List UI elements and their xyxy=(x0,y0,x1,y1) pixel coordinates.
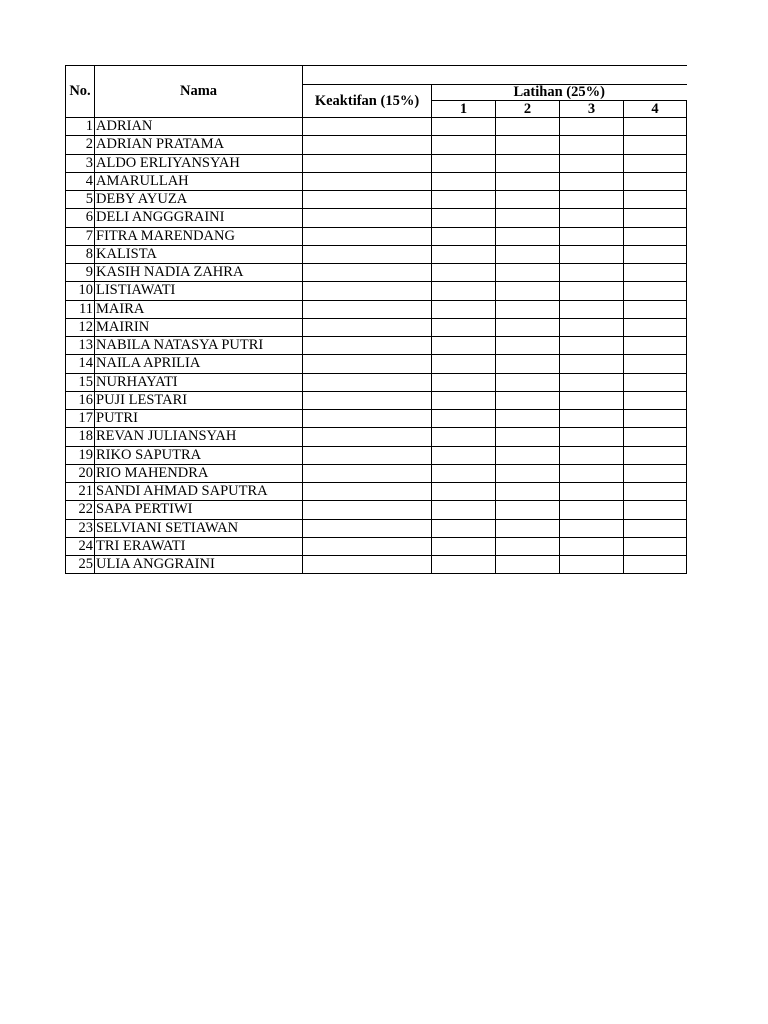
row-number: 13 xyxy=(66,337,95,355)
latihan-4-cell[interactable] xyxy=(624,264,687,282)
row-number: 5 xyxy=(66,191,95,209)
student-name: RIO MAHENDRA xyxy=(95,464,303,482)
row-number: 22 xyxy=(66,501,95,519)
row-number: 23 xyxy=(66,519,95,537)
latihan-3-cell[interactable] xyxy=(560,318,624,336)
table-row xyxy=(66,209,687,227)
table-row xyxy=(66,483,687,501)
latihan-1-cell[interactable] xyxy=(432,373,496,391)
student-name: KALISTA xyxy=(95,245,303,263)
latihan-2-cell[interactable] xyxy=(496,154,560,172)
latihan-2-cell[interactable] xyxy=(496,483,560,501)
table-row xyxy=(66,373,687,391)
latihan-3-cell[interactable] xyxy=(560,172,624,190)
latihan-2-cell[interactable] xyxy=(496,501,560,519)
latihan-1-cell[interactable] xyxy=(432,391,496,409)
student-name: KASIH NADIA ZAHRA xyxy=(95,264,303,282)
latihan-3-cell[interactable] xyxy=(560,136,624,154)
latihan-4-cell[interactable] xyxy=(624,154,687,172)
latihan-1-cell[interactable] xyxy=(432,245,496,263)
latihan-4-cell[interactable] xyxy=(624,227,687,245)
table-row xyxy=(66,410,687,428)
latihan-2-cell[interactable] xyxy=(496,556,560,574)
header-group-blank xyxy=(303,66,687,85)
row-number: 15 xyxy=(66,373,95,391)
latihan-1-cell[interactable] xyxy=(432,300,496,318)
student-name: DEBY AYUZA xyxy=(95,191,303,209)
keaktifan-cell[interactable] xyxy=(303,428,432,446)
student-name: FITRA MARENDANG xyxy=(95,227,303,245)
row-number: 2 xyxy=(66,136,95,154)
keaktifan-cell[interactable] xyxy=(303,410,432,428)
table-row xyxy=(66,118,687,136)
keaktifan-cell[interactable] xyxy=(303,556,432,574)
keaktifan-cell[interactable] xyxy=(303,136,432,154)
keaktifan-cell[interactable] xyxy=(303,483,432,501)
header-no: No. xyxy=(66,66,95,118)
latihan-1-cell[interactable] xyxy=(432,501,496,519)
student-name: PUTRI xyxy=(95,410,303,428)
latihan-2-cell[interactable] xyxy=(496,227,560,245)
latihan-4-cell[interactable] xyxy=(624,464,687,482)
latihan-4-cell[interactable] xyxy=(624,118,687,136)
latihan-2-cell[interactable] xyxy=(496,136,560,154)
latihan-1-cell[interactable] xyxy=(432,118,496,136)
row-number: 16 xyxy=(66,391,95,409)
row-number: 19 xyxy=(66,446,95,464)
row-number: 12 xyxy=(66,318,95,336)
latihan-4-cell[interactable] xyxy=(624,391,687,409)
student-name: NABILA NATASYA PUTRI xyxy=(95,337,303,355)
student-name: SAPA PERTIWI xyxy=(95,501,303,519)
latihan-2-cell[interactable] xyxy=(496,318,560,336)
latihan-4-cell[interactable] xyxy=(624,428,687,446)
latihan-1-cell[interactable] xyxy=(432,227,496,245)
table-row xyxy=(66,282,687,300)
keaktifan-cell[interactable] xyxy=(303,118,432,136)
latihan-1-cell[interactable] xyxy=(432,172,496,190)
student-name: REVAN JULIANSYAH xyxy=(95,428,303,446)
header-latihan-3: 3 xyxy=(560,101,624,118)
latihan-2-cell[interactable] xyxy=(496,300,560,318)
student-name: MAIRIN xyxy=(95,318,303,336)
latihan-4-cell[interactable] xyxy=(624,136,687,154)
latihan-2-cell[interactable] xyxy=(496,337,560,355)
latihan-3-cell[interactable] xyxy=(560,537,624,555)
student-name: ULIA ANGGRAINI xyxy=(95,556,303,574)
latihan-4-cell[interactable] xyxy=(624,245,687,263)
header-nama: Nama xyxy=(95,66,303,118)
row-number: 20 xyxy=(66,464,95,482)
latihan-1-cell[interactable] xyxy=(432,318,496,336)
latihan-3-cell[interactable] xyxy=(560,464,624,482)
latihan-4-cell[interactable] xyxy=(624,337,687,355)
row-number: 6 xyxy=(66,209,95,227)
keaktifan-cell[interactable] xyxy=(303,245,432,263)
table-row xyxy=(66,391,687,409)
table-row xyxy=(66,300,687,318)
table-row xyxy=(66,245,687,263)
table-row xyxy=(66,191,687,209)
latihan-3-cell[interactable] xyxy=(560,446,624,464)
student-name: ADRIAN xyxy=(95,118,303,136)
latihan-4-cell[interactable] xyxy=(624,537,687,555)
keaktifan-cell[interactable] xyxy=(303,264,432,282)
keaktifan-cell[interactable] xyxy=(303,501,432,519)
table-row xyxy=(66,501,687,519)
latihan-4-cell[interactable] xyxy=(624,556,687,574)
row-number: 3 xyxy=(66,154,95,172)
table-row xyxy=(66,264,687,282)
row-number: 9 xyxy=(66,264,95,282)
latihan-3-cell[interactable] xyxy=(560,264,624,282)
student-name: ALDO ERLIYANSYAH xyxy=(95,154,303,172)
latihan-1-cell[interactable] xyxy=(432,282,496,300)
latihan-1-cell[interactable] xyxy=(432,264,496,282)
keaktifan-cell[interactable] xyxy=(303,373,432,391)
row-number: 10 xyxy=(66,282,95,300)
latihan-2-cell[interactable] xyxy=(496,264,560,282)
student-name: SANDI AHMAD SAPUTRA xyxy=(95,483,303,501)
latihan-4-cell[interactable] xyxy=(624,483,687,501)
latihan-3-cell[interactable] xyxy=(560,191,624,209)
row-number: 8 xyxy=(66,245,95,263)
latihan-3-cell[interactable] xyxy=(560,428,624,446)
keaktifan-cell[interactable] xyxy=(303,337,432,355)
row-number: 4 xyxy=(66,172,95,190)
latihan-2-cell[interactable] xyxy=(496,191,560,209)
student-name: NURHAYATI xyxy=(95,373,303,391)
latihan-1-cell[interactable] xyxy=(432,136,496,154)
latihan-4-cell[interactable] xyxy=(624,410,687,428)
latihan-2-cell[interactable] xyxy=(496,172,560,190)
student-name: DELI ANGGGRAINI xyxy=(95,209,303,227)
latihan-4-cell[interactable] xyxy=(624,172,687,190)
latihan-4-cell[interactable] xyxy=(624,209,687,227)
student-name: LISTIAWATI xyxy=(95,282,303,300)
table-row xyxy=(66,537,687,555)
keaktifan-cell[interactable] xyxy=(303,300,432,318)
latihan-1-cell[interactable] xyxy=(432,355,496,373)
latihan-1-cell[interactable] xyxy=(432,537,496,555)
latihan-3-cell[interactable] xyxy=(560,391,624,409)
latihan-4-cell[interactable] xyxy=(624,191,687,209)
latihan-4-cell[interactable] xyxy=(624,373,687,391)
latihan-3-cell[interactable] xyxy=(560,519,624,537)
table-row xyxy=(66,428,687,446)
header-latihan-1: 1 xyxy=(432,101,496,118)
keaktifan-cell[interactable] xyxy=(303,519,432,537)
table-row xyxy=(66,519,687,537)
row-number: 14 xyxy=(66,355,95,373)
table-row xyxy=(66,227,687,245)
latihan-3-cell[interactable] xyxy=(560,300,624,318)
row-number: 21 xyxy=(66,483,95,501)
latihan-3-cell[interactable] xyxy=(560,227,624,245)
keaktifan-cell[interactable] xyxy=(303,464,432,482)
latihan-2-cell[interactable] xyxy=(496,391,560,409)
row-number: 25 xyxy=(66,556,95,574)
keaktifan-cell[interactable] xyxy=(303,537,432,555)
student-name: PUJI LESTARI xyxy=(95,391,303,409)
latihan-1-cell[interactable] xyxy=(432,428,496,446)
latihan-3-cell[interactable] xyxy=(560,501,624,519)
header-latihan: Latihan (25%) xyxy=(432,85,687,101)
row-number: 18 xyxy=(66,428,95,446)
latihan-3-cell[interactable] xyxy=(560,282,624,300)
header-latihan-4: 4 xyxy=(624,101,687,118)
row-number: 11 xyxy=(66,300,95,318)
table-row xyxy=(66,172,687,190)
latihan-4-cell[interactable] xyxy=(624,355,687,373)
student-name: ADRIAN PRATAMA xyxy=(95,136,303,154)
header-keaktifan: Keaktifan (15%) xyxy=(303,85,432,118)
table-row xyxy=(66,464,687,482)
latihan-1-cell[interactable] xyxy=(432,519,496,537)
keaktifan-cell[interactable] xyxy=(303,191,432,209)
student-name: TRI ERAWATI xyxy=(95,537,303,555)
latihan-2-cell[interactable] xyxy=(496,464,560,482)
latihan-1-cell[interactable] xyxy=(432,464,496,482)
table-row xyxy=(66,446,687,464)
latihan-4-cell[interactable] xyxy=(624,519,687,537)
row-number: 1 xyxy=(66,118,95,136)
latihan-1-cell[interactable] xyxy=(432,556,496,574)
latihan-2-cell[interactable] xyxy=(496,373,560,391)
table-row xyxy=(66,318,687,336)
keaktifan-cell[interactable] xyxy=(303,391,432,409)
latihan-3-cell[interactable] xyxy=(560,355,624,373)
latihan-3-cell[interactable] xyxy=(560,483,624,501)
latihan-2-cell[interactable] xyxy=(496,209,560,227)
table-row xyxy=(66,355,687,373)
keaktifan-cell[interactable] xyxy=(303,154,432,172)
latihan-2-cell[interactable] xyxy=(496,118,560,136)
keaktifan-cell[interactable] xyxy=(303,318,432,336)
student-table xyxy=(65,65,687,574)
latihan-3-cell[interactable] xyxy=(560,410,624,428)
student-name: MAIRA xyxy=(95,300,303,318)
table-row xyxy=(66,154,687,172)
table-row xyxy=(66,136,687,154)
latihan-2-cell[interactable] xyxy=(496,245,560,263)
latihan-1-cell[interactable] xyxy=(432,154,496,172)
latihan-3-cell[interactable] xyxy=(560,337,624,355)
latihan-1-cell[interactable] xyxy=(432,337,496,355)
latihan-3-cell[interactable] xyxy=(560,209,624,227)
row-number: 7 xyxy=(66,227,95,245)
header-latihan-2: 2 xyxy=(496,101,560,118)
table-row xyxy=(66,337,687,355)
latihan-3-cell[interactable] xyxy=(560,373,624,391)
student-name: NAILA APRILIA xyxy=(95,355,303,373)
keaktifan-cell[interactable] xyxy=(303,446,432,464)
keaktifan-cell[interactable] xyxy=(303,209,432,227)
latihan-2-cell[interactable] xyxy=(496,355,560,373)
latihan-1-cell[interactable] xyxy=(432,209,496,227)
latihan-1-cell[interactable] xyxy=(432,446,496,464)
latihan-4-cell[interactable] xyxy=(624,318,687,336)
keaktifan-cell[interactable] xyxy=(303,227,432,245)
latihan-2-cell[interactable] xyxy=(496,446,560,464)
keaktifan-cell[interactable] xyxy=(303,355,432,373)
keaktifan-cell[interactable] xyxy=(303,172,432,190)
latihan-3-cell[interactable] xyxy=(560,245,624,263)
latihan-4-cell[interactable] xyxy=(624,282,687,300)
latihan-4-cell[interactable] xyxy=(624,300,687,318)
latihan-1-cell[interactable] xyxy=(432,191,496,209)
latihan-2-cell[interactable] xyxy=(496,519,560,537)
grade-sheet xyxy=(65,65,687,574)
student-rows xyxy=(66,118,687,574)
student-name: SELVIANI SETIAWAN xyxy=(95,519,303,537)
latihan-4-cell[interactable] xyxy=(624,446,687,464)
student-name: AMARULLAH xyxy=(95,172,303,190)
latihan-1-cell[interactable] xyxy=(432,483,496,501)
row-number: 17 xyxy=(66,410,95,428)
student-name: RIKO SAPUTRA xyxy=(95,446,303,464)
latihan-2-cell[interactable] xyxy=(496,282,560,300)
latihan-3-cell[interactable] xyxy=(560,118,624,136)
latihan-2-cell[interactable] xyxy=(496,428,560,446)
latihan-2-cell[interactable] xyxy=(496,410,560,428)
latihan-2-cell[interactable] xyxy=(496,537,560,555)
keaktifan-cell[interactable] xyxy=(303,282,432,300)
latihan-3-cell[interactable] xyxy=(560,556,624,574)
latihan-4-cell[interactable] xyxy=(624,501,687,519)
latihan-1-cell[interactable] xyxy=(432,410,496,428)
row-number: 24 xyxy=(66,537,95,555)
latihan-3-cell[interactable] xyxy=(560,154,624,172)
table-row xyxy=(66,556,687,574)
